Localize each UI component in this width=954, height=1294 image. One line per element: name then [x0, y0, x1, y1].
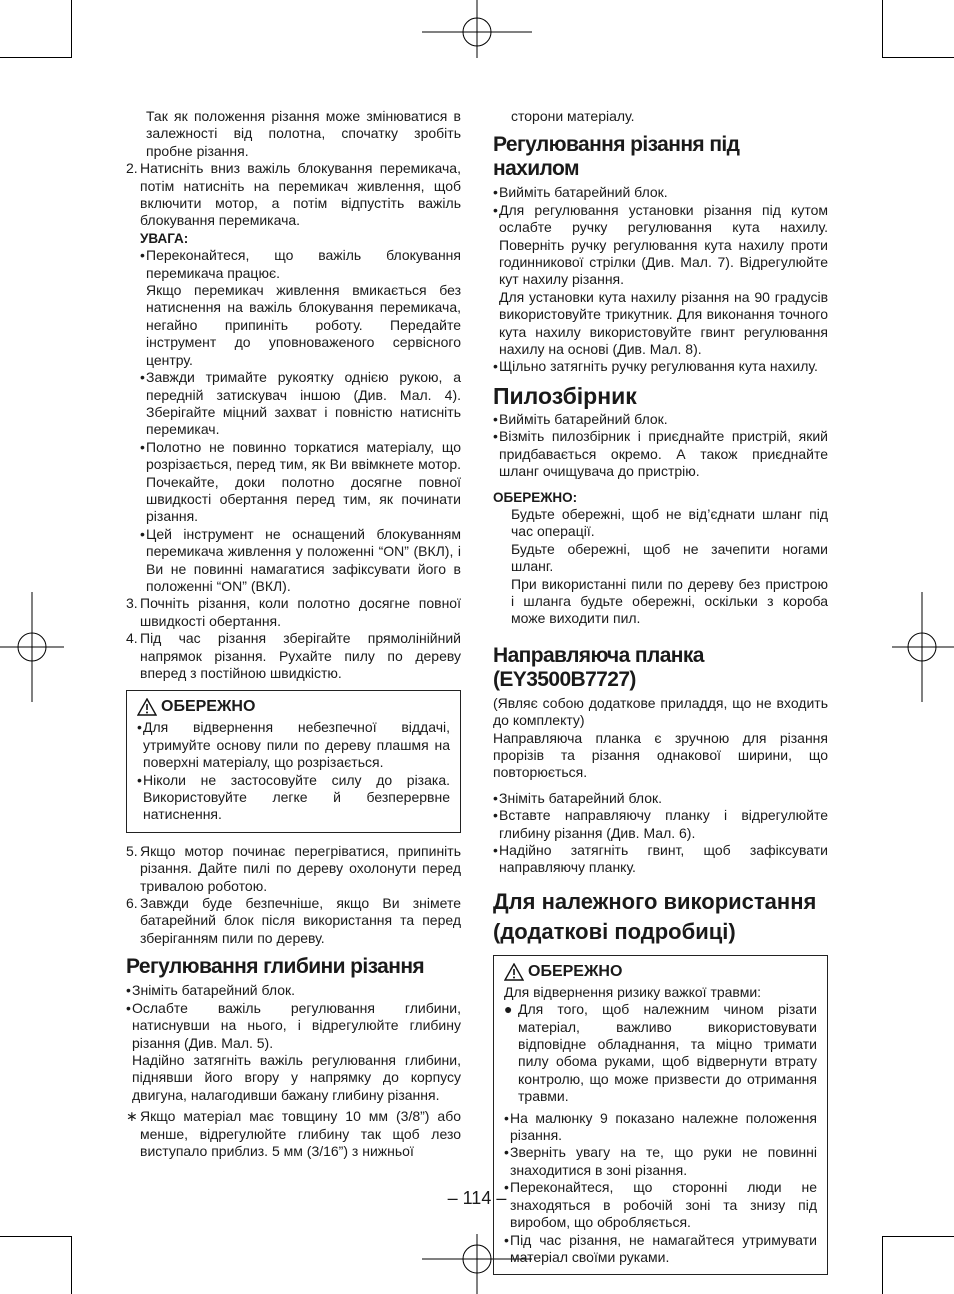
list-item: • Переконайтеся, що сторонні люди не знаходяться в робочій зоні та знизу під виробом, що обробляється.	[504, 1179, 817, 1231]
caution-box	[126, 690, 461, 832]
guide-heading: Направляюча планка (EY3500B7727)	[493, 643, 704, 691]
list-item: • Переконайтеся, що важіль блокування перемикача працює.	[140, 247, 461, 281]
caution-title: ОБЕРЕЖНО	[504, 962, 817, 982]
list-item: • Для регулювання установки різання під кутом ослабте ручку регулювання кута нахилу. Поверніть ручку регулювання кута нахилу проти годинникової стрілки (Див. Мал. 7). Відрегулюйте кут нахилу різання.	[493, 201, 828, 288]
proper-use-heading: Для належного використання (додаткові подробиці)	[493, 888, 817, 944]
bevel-heading: Регулювання різання під нахилом	[493, 133, 740, 181]
list-item: • Вийміть батарейний блок.	[493, 410, 668, 427]
list-item: • Вставте направляючу планку і відрегулюйте глибину різання (Див. Мал. 6).	[493, 807, 828, 841]
list-item: ● Для того, щоб належним чином різати матеріал, важливо використовувати відповідне обладнання, та міцно тримати пилу обома руками, щоб відвернути втрату контролю, що може призвести до отримання травми.	[504, 1001, 817, 1105]
page-number: – 114 –	[447, 1188, 507, 1208]
caution-intro: Для відвернення ризику важкої травми:	[504, 983, 762, 1000]
left-column	[126, 108, 461, 1160]
warning-triangle-icon	[137, 698, 157, 716]
list-item: • Полотно не повинно торкатися матеріалу, що розрізається, перед тим, як Ви ввімкнете мотор. Почекайте, доки полотно досягне повної швидкості обертання перед тим, як починати різання.	[140, 438, 461, 525]
list-item: • На малюнку 9 показано належне положення різання.	[504, 1109, 817, 1144]
intro-paragraph: Так як положення різання може змінюватися в залежності від полотна, спочатку зробіть пробне різання.	[146, 108, 461, 159]
right-column	[493, 108, 828, 1285]
list-item-cont: Надійно затягніть важіль регулювання глибини, піднявши його вгору у напрямку до корпусу двигуна, налагодивши бажану глибину різання.	[132, 1051, 461, 1103]
registration-mark-top	[422, 0, 532, 60]
dust-caution-list: Будьте обережні, щоб не від’єднати шланг під час операції. Будьте обережні, щоб не зачепити ногами шланг. При використанні пили по дереву без пристрою і шланга будьте обережні, оскільки з короба може виходити пил.	[511, 505, 828, 627]
list-item: • Зверніть увагу на те, що руки не повинні знаходитися в зоні різання.	[504, 1144, 817, 1178]
attention-label: УВАГА:	[140, 230, 189, 246]
list-item: • Для відвернення небезпечної віддачі, утримуйте основу пили по дереву плашмя на поверхні матеріалу, що розрізається.	[137, 719, 450, 771]
list-item: • Ніколи не застосовуйте силу до різака. Використовуйте легке й безперервне натиснення.	[137, 771, 450, 823]
filled-circle-icon: ●	[504, 1001, 513, 1018]
list-item: • Зніміть батарейний блок.	[493, 789, 663, 806]
caution-box-right	[493, 955, 828, 1276]
warning-triangle-icon	[504, 963, 524, 981]
dust-caution-label: ОБЕРЕЖНО:	[493, 489, 578, 505]
list-item: • Цей інструмент не оснащений блокуванням перемикача живлення у положенні “ON” (ВКЛ), і Ви не повинні намагатися зафіксувати його в положенні “ON” (ВКЛ).	[140, 525, 461, 594]
registration-mark-right	[892, 592, 954, 702]
list-item: • Під час різання, не намагайтеся утримувати матеріал своїми руками.	[504, 1231, 817, 1265]
list-item: • Щільно затягніть ручку регулювання кута нахилу.	[493, 358, 818, 375]
step-3: 3. Почніть різання, коли полотно досягне повної швидкості обертання.	[126, 595, 461, 629]
list-item: • Ослабте важіль регулювання глибини, натиснувши на нього, і відрегулюйте глибину різання (Див. Мал. 5).	[126, 999, 461, 1051]
step-2: 2. Натисніть вниз важіль блокування перемикача, потім натисніть на перемикач живлення, щоб включити мотор, а потім відпустіть важіль блокування перемикача.	[126, 160, 461, 229]
note-continuation: сторони матеріалу.	[511, 108, 635, 124]
list-item-cont: Для установки кута нахилу різання на 90 градусів використовуйте трикутник. Для виконання точного кута нахилу використовуйте гвинт регулювання нахилу на основі (Див. Мал. 8).	[499, 288, 828, 358]
step-4: 4. Під час різання зберігайте прямолінійний напрямок різання. Рухайте пилу по дереву вперед з постійною швидкістю.	[126, 630, 461, 681]
list-item: • Надійно затягніть гвинт, щоб зафіксувати направляючу планку.	[493, 842, 828, 876]
list-item: • Завжди тримайте рукоятку однією рукою, а передній затискувач іншою (Див. Мал. 4). Зберігайте міцний захват і повністю натисніть перемикач.	[140, 369, 461, 438]
caution-title: ОБЕРЕЖНО	[137, 697, 450, 717]
depth-note: ∗ Якщо матеріал має товщину 10 мм (3/8”) або менше, відрегулюйте глибину так щоб лезо виступало приблиз. 5 мм (3/16”) з нижньої	[126, 1108, 461, 1159]
dust-heading: Пилозбірник	[493, 382, 637, 409]
guide-intro: Направляюча планка є зручною для різання прорізів та різання однакової ширини, що повторюється.	[493, 729, 828, 781]
list-item-cont: Якщо перемикач живлення вмикається без натиснення на важіль блокування перемикача, негайно припиніть роботу. Передайте інструмент до уповноваженого сервісного центру.	[146, 282, 461, 368]
registration-mark-left	[0, 592, 64, 702]
step-5: 5. Якщо мотор починає перегріватися, припиніть різання. Дайте пилі по дереву охолонути перед тривалою роботою.	[126, 842, 461, 894]
step-6: 6. Завжди буде безпечніше, якщо Ви знімете батарейний блок після використання та перед зберіганням пили по дереву.	[126, 895, 461, 946]
attention-list	[126, 247, 461, 595]
list-item: • Вийміть батарейний блок.	[493, 184, 668, 201]
depth-heading: Регулювання глибини різання	[126, 955, 425, 979]
list-item: • Візміть пилозбірник і приєднайте пристрій, який придбавається окремо. А також приєднайте шланг очищувача до пристрію.	[493, 428, 828, 480]
guide-paren: (Являє собою додаткове приладдя, що не входить до комплекту)	[493, 694, 828, 729]
list-item: • Зніміть батарейний блок.	[126, 982, 296, 999]
